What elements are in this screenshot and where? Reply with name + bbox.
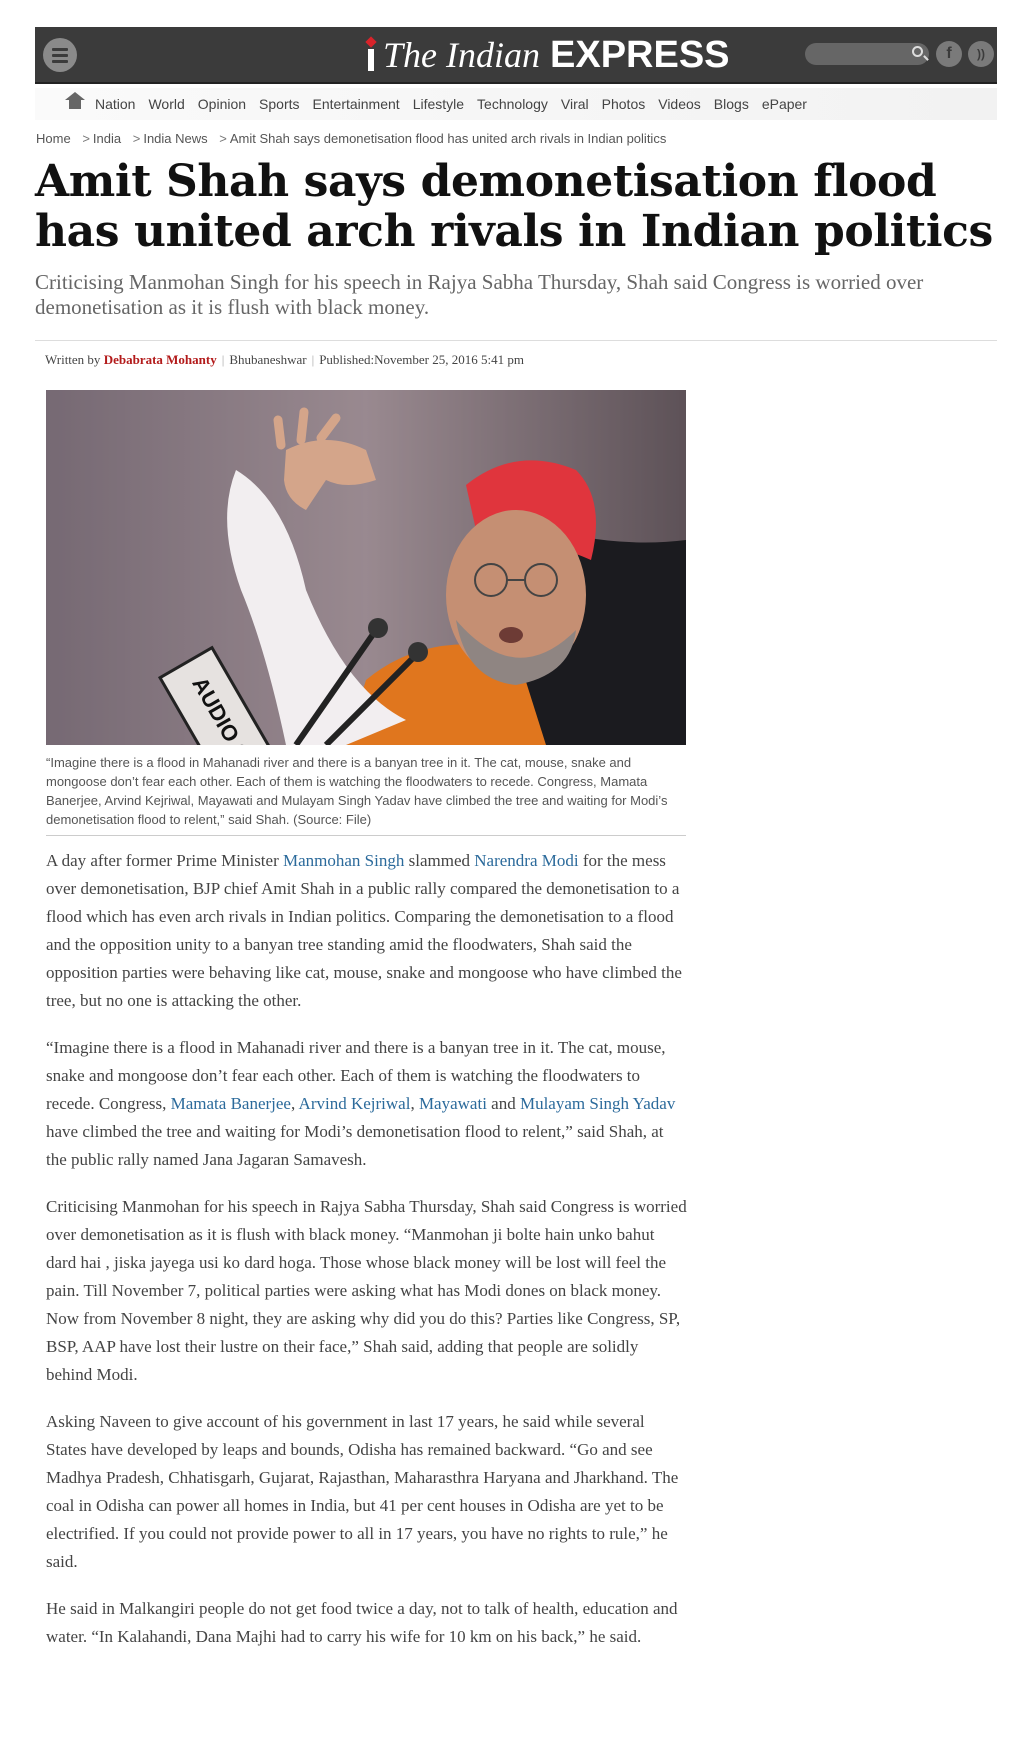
nav-item-blogs[interactable]: Blogs: [713, 96, 749, 112]
link-arvind-kejriwal[interactable]: Arvind Kejriwal: [298, 1094, 411, 1113]
paragraph-2: “Imagine there is a flood in Mahanadi river and there is a banyan tree in it. The cat, mouse, snake and mongoose don’t fear each other. Each of them is watching the floodwaters to recede. Congress, Mamata Banerjee, Arvind Kejriwal, Mayawati and Mulayam Singh Yadav have climbed the tree and waiting for Modi’s demonetisation flood to relent,” said Shah, at the public rally named Jana Jagaran Samavesh.: [46, 1038, 676, 1169]
search-icon[interactable]: [912, 46, 923, 57]
byline-location: Bhubaneshwar: [229, 352, 307, 367]
nav-item-entertainment[interactable]: Entertainment: [312, 96, 400, 112]
byline: Written by Debabrata Mohanty | Bhubaneshwar | Published:November 25, 2016 5:41 pm: [45, 352, 524, 367]
paragraph-3: Criticising Manmohan for his speech in Rajya Sabha Thursday, Shah said Congress is worried over demonetisation as it is flush with black money. “Manmohan ji bolte hain unko bahut dard hai , jiska jayega usi ko dard hoga. Those whose black money will be lost will feel the pain. Till November 7, political parties were asking what has Modi dones on black money. Now from November 8 night, they are asking why did you do this? Parties like Congress, SP, BSP, AAP have lost their lustre on their face,” Shah said, adding that people are solidly behind Modi.: [46, 1197, 687, 1384]
logo-express: EXPRESS: [550, 33, 730, 76]
nav-item-lifestyle[interactable]: Lifestyle: [412, 96, 465, 112]
site-logo[interactable]: [365, 32, 730, 78]
link-mamata-banerjee[interactable]: Mamata Banerjee: [170, 1094, 291, 1113]
link-mulayam-singh-yadav[interactable]: Mulayam Singh Yadav: [519, 1094, 676, 1113]
nav-item-world[interactable]: World: [148, 96, 185, 112]
breadcrumb-home[interactable]: Home: [36, 131, 71, 146]
paragraph-5: He said in Malkangiri people do not get food twice a day, not to talk of health, education and water. “In Kalahandi, Dana Majhi had to carry his wife for 10 km on his back,” he said.: [46, 1599, 678, 1646]
nav-item-viral[interactable]: Viral: [560, 96, 589, 112]
breadcrumb-separator: >: [82, 131, 90, 146]
nav-item-videos[interactable]: Videos: [658, 96, 701, 112]
nav-item-nation[interactable]: Nation: [95, 96, 136, 112]
published-date: Published:November 25, 2016 5:41 pm: [319, 352, 524, 367]
nav-item-sports[interactable]: Sports: [259, 96, 300, 112]
nav-item-technology[interactable]: Technology: [477, 96, 548, 112]
home-icon[interactable]: [67, 97, 83, 111]
article-standfirst: Criticising Manmohan Singh for his speech in Rajya Sabha Thursday, Shah said Congress is worried over demonetisation as it is flush with black money.: [35, 270, 924, 319]
photo-sign-text: AUDIO: [187, 672, 245, 745]
paragraph-1: A day after former Prime Minister Manmohan Singh slammed Narendra Modi for the mess over demonetisation, BJP chief Amit Shah in a public rally compared the demonetisation to a flood which has even arch rivals in Indian politics. Comparing the demonetisation to a flood and the opposition unity to a banyan tree standing amid the floodwaters, Shah said the opposition parties were behaving like cat, mouse, snake and mongoose who have climbed the tree, but no one is attacking the other.: [46, 851, 682, 1010]
article-body: [46, 847, 688, 1670]
logo-mark-icon: [365, 36, 377, 74]
menu-icon[interactable]: [43, 38, 77, 72]
breadcrumb-separator: >: [219, 131, 227, 146]
page-title: Amit Shah says demonetisation flood has united arch rivals in Indian politics: [35, 156, 993, 257]
divider: [35, 340, 997, 341]
breadcrumb-current: Amit Shah says demonetisation flood has united arch rivals in Indian politics: [229, 131, 667, 146]
nav-item-opinion[interactable]: Opinion: [197, 96, 247, 112]
article-photo: [46, 390, 686, 745]
search-input[interactable]: [805, 43, 929, 65]
photo-caption: “Imagine there is a flood in Mahanadi river and there is a banyan tree in it. The cat, mouse, snake and mongoose don’t fear each other. Each of them is watching the floodwaters to recede. Congress, Mamata Banerjee, Arvind Kejriwal, Mayawati and Mulayam Singh Yadav have climbed the tree and waiting for Modi’s demonetisation flood to relent,” said Shah. (Source: File): [46, 753, 686, 836]
paragraph-4: Asking Naveen to give account of his government in last 17 years, he said while several States have developed by leaps and bounds, Odisha has remained backward. “Go and see Madhya Pradesh, Chhatisgarh, Gujarat, Rajasthan, Maharasthra Haryana and Jharkhand. The coal in Odisha can power all homes in India, but 41 per cent houses in Odisha are yet to be electrified. If you could not provide power to all in 17 years, you have no rights to rule,” he said.: [46, 1412, 679, 1571]
site-header: [35, 27, 997, 84]
breadcrumb-india-news[interactable]: India News: [143, 131, 208, 146]
link-narendra-modi[interactable]: Narendra Modi: [474, 851, 579, 870]
breadcrumb-india[interactable]: India: [92, 131, 122, 146]
link-manmohan-singh[interactable]: Manmohan Singh: [283, 851, 405, 870]
breadcrumb: [36, 131, 670, 146]
nav-item-photos[interactable]: Photos: [601, 96, 646, 112]
rss-icon[interactable]: )): [968, 41, 994, 67]
logo-the: The Indian: [383, 35, 540, 75]
breadcrumb-separator: >: [132, 131, 141, 146]
author-link[interactable]: Debabrata Mohanty: [103, 352, 217, 367]
facebook-icon[interactable]: f: [936, 41, 962, 67]
nav-item-epaper[interactable]: ePaper: [761, 96, 807, 112]
byline-prefix: Written by: [45, 352, 101, 367]
link-mayawati[interactable]: Mayawati: [418, 1094, 487, 1113]
main-nav: [35, 88, 997, 120]
